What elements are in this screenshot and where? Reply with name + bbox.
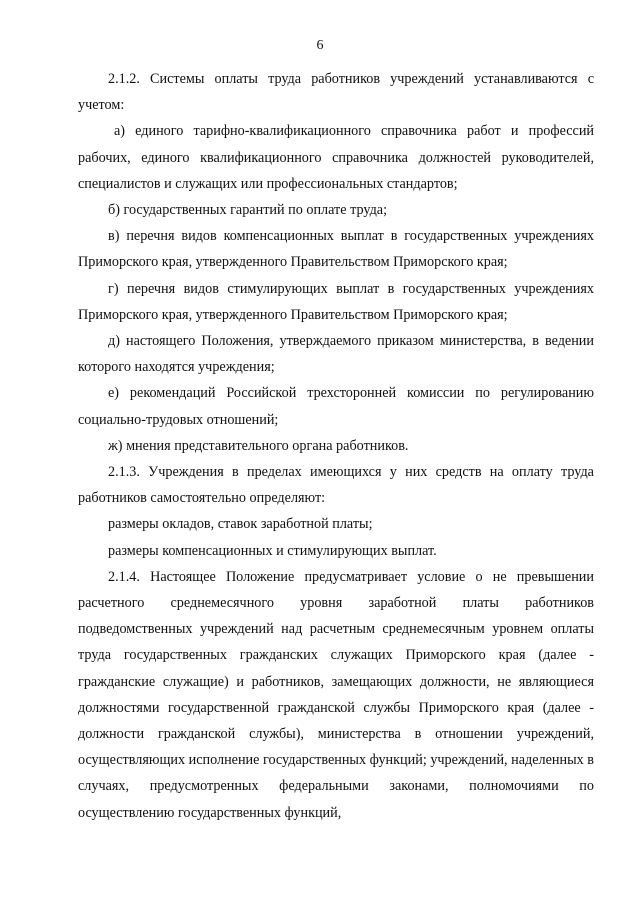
list-item-d: д) настоящего Положения, утверждаемого приказом министерства, в ведении которого находятся учреждения;	[78, 333, 594, 376]
list-item-e: е) рекомендаций Российской трехсторонней комиссии по регулированию социально-трудовых отношений;	[78, 385, 594, 428]
list-item-zh: ж) мнения представительного органа работников.	[108, 437, 409, 454]
list-item-a: а) единого тарифно-квалификационного справочника работ и профессий рабочих, единого квалификационного справочника должностей руководителей, специалистов и служащих или профессиональных стандартов;	[78, 123, 594, 192]
paragraph-2-1-4: 2.1.4. Настоящее Положение предусматривает условие о не превышении расчетного среднемесячного уровня заработной платы работников подведомственных учреждений над расчетным среднемесячным уровнем оплаты труда государственных гражданских служащих Приморского края (далее - гражданские служащие) и работников, замещающих должности, не являющиеся должностями государственной гражданской службы Приморского края (далее - должности гражданской службы), министерства в отношении учреждений, осуществляющих исполнение государственных функций; учреждений, наделенных в случаях, предусмотренных федеральными законами, полномочиями по осуществлению государственных функций,	[78, 568, 594, 821]
paragraph-2-1-2: 2.1.2. Системы оплаты труда работников учреждений устанавливаются с учетом:	[78, 71, 594, 114]
paragraph-2-1-3: 2.1.3. Учреждения в пределах имеющихся у них средств на оплату труда работников самостоятельно определяют:	[78, 464, 594, 507]
list-item-b: б) государственных гарантий по оплате труда;	[108, 202, 388, 219]
page-number: 6	[316, 38, 324, 53]
document-body	[78, 66, 594, 826]
list-item-payment-sizes: размеры компенсационных и стимулирующих выплат.	[108, 542, 437, 559]
list-item-g: г) перечня видов стимулирующих выплат в государственных учреждениях Приморского края, утвержденного Правительством Приморского края;	[78, 280, 594, 323]
list-item-v: в) перечня видов компенсационных выплат в государственных учреждениях Приморского края, утвержденного Правительством Приморского края;	[78, 228, 594, 271]
list-item-salary-sizes: размеры окладов, ставок заработной платы;	[108, 516, 373, 533]
